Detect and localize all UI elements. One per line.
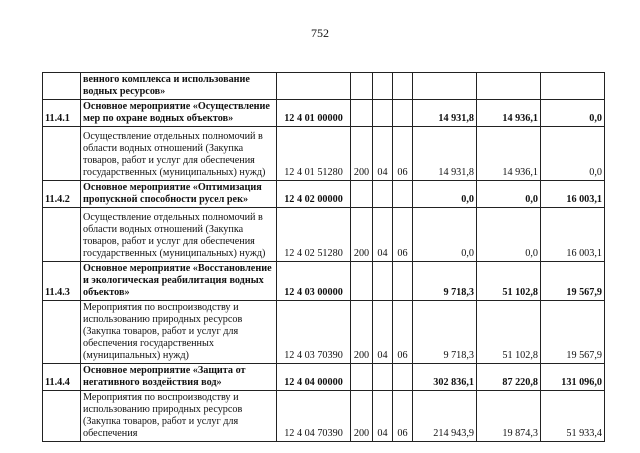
grbs-cell <box>351 262 373 301</box>
value-year2-cell <box>477 73 541 100</box>
value-year1-cell: 9 718,3 <box>413 301 477 364</box>
grbs-cell <box>351 364 373 391</box>
row-number-cell <box>43 127 81 181</box>
subsection-cell <box>393 262 413 301</box>
row-number-cell: 11.4.4 <box>43 364 81 391</box>
row-number-cell <box>43 301 81 364</box>
value-year1-cell: 14 931,8 <box>413 100 477 127</box>
row-name-cell: Осуществление отдельных полномочий в области водных отношений (Закупка товаров, работ и услуг для обеспечения государственных (муниципальных) нужд) <box>81 208 277 262</box>
code-cell: 12 4 04 70390 <box>277 391 351 442</box>
section-cell <box>373 73 393 100</box>
subsection-cell <box>393 181 413 208</box>
value-year1-cell <box>413 73 477 100</box>
budget-table <box>42 72 605 442</box>
value-year1-cell: 14 931,8 <box>413 127 477 181</box>
grbs-cell: 200 <box>351 127 373 181</box>
section-cell: 04 <box>373 208 393 262</box>
value-year3-cell: 131 096,0 <box>541 364 605 391</box>
value-year2-cell: 0,0 <box>477 181 541 208</box>
subsection-cell: 06 <box>393 301 413 364</box>
section-cell: 04 <box>373 301 393 364</box>
value-year3-cell: 16 003,1 <box>541 208 605 262</box>
page-number: 752 <box>311 26 329 40</box>
main-activity-row <box>43 181 605 208</box>
subsection-cell <box>393 100 413 127</box>
grbs-cell <box>351 73 373 100</box>
row-name-cell: Мероприятия по воспроизводству и использованию природных ресурсов (Закупка товаров, работ и услуг для обеспечения государственных (муниципальных) нужд) <box>81 301 277 364</box>
row-name-cell: Основное мероприятие «Восстановление и экологическая реабилитация водных объектов» <box>81 262 277 301</box>
section-cell <box>373 262 393 301</box>
value-year3-cell: 0,0 <box>541 127 605 181</box>
value-year2-cell: 0,0 <box>477 208 541 262</box>
code-cell: 12 4 03 70390 <box>277 301 351 364</box>
grbs-cell: 200 <box>351 391 373 442</box>
value-year2-cell: 87 220,8 <box>477 364 541 391</box>
value-year3-cell: 16 003,1 <box>541 181 605 208</box>
row-name-cell: Мероприятия по воспроизводству и использованию природных ресурсов (Закупка товаров, работ и услуг для обеспечения <box>81 391 277 442</box>
code-cell: 12 4 02 00000 <box>277 181 351 208</box>
section-cell <box>373 181 393 208</box>
subsection-cell <box>393 364 413 391</box>
value-year1-cell: 0,0 <box>413 208 477 262</box>
section-cell <box>373 364 393 391</box>
subsection-cell: 06 <box>393 391 413 442</box>
value-year3-cell: 0,0 <box>541 100 605 127</box>
code-cell: 12 4 02 51280 <box>277 208 351 262</box>
code-cell: 12 4 03 00000 <box>277 262 351 301</box>
row-number-cell: 11.4.1 <box>43 100 81 127</box>
main-activity-row <box>43 262 605 301</box>
value-year1-cell: 0,0 <box>413 181 477 208</box>
sub-activity-row <box>43 208 605 262</box>
subsection-cell <box>393 73 413 100</box>
value-year2-cell: 51 102,8 <box>477 262 541 301</box>
value-year2-cell: 14 936,1 <box>477 100 541 127</box>
row-number-cell <box>43 391 81 442</box>
row-name-cell: Основное мероприятие «Осуществление мер по охране водных объектов» <box>81 100 277 127</box>
main-activity-row <box>43 73 605 100</box>
value-year3-cell <box>541 73 605 100</box>
sub-activity-row <box>43 391 605 442</box>
row-number-cell <box>43 208 81 262</box>
row-name-cell: Основное мероприятие «Оптимизация пропускной способности русел рек» <box>81 181 277 208</box>
row-number-cell: 11.4.2 <box>43 181 81 208</box>
row-name-cell: венного комплекса и использование водных ресурсов» <box>81 73 277 100</box>
sub-activity-row <box>43 301 605 364</box>
main-activity-row <box>43 100 605 127</box>
main-activity-row <box>43 364 605 391</box>
section-cell: 04 <box>373 391 393 442</box>
value-year1-cell: 302 836,1 <box>413 364 477 391</box>
grbs-cell <box>351 181 373 208</box>
grbs-cell: 200 <box>351 208 373 262</box>
row-number-cell: 11.4.3 <box>43 262 81 301</box>
section-cell: 04 <box>373 127 393 181</box>
grbs-cell <box>351 100 373 127</box>
code-cell: 12 4 01 00000 <box>277 100 351 127</box>
code-cell: 12 4 04 00000 <box>277 364 351 391</box>
row-name-cell: Основное мероприятие «Защита от негативного воздействия вод» <box>81 364 277 391</box>
value-year2-cell: 14 936,1 <box>477 127 541 181</box>
row-number-cell <box>43 73 81 100</box>
value-year2-cell: 51 102,8 <box>477 301 541 364</box>
subsection-cell: 06 <box>393 208 413 262</box>
value-year1-cell: 9 718,3 <box>413 262 477 301</box>
section-cell <box>373 100 393 127</box>
value-year3-cell: 51 933,4 <box>541 391 605 442</box>
value-year3-cell: 19 567,9 <box>541 262 605 301</box>
subsection-cell: 06 <box>393 127 413 181</box>
code-cell <box>277 73 351 100</box>
value-year1-cell: 214 943,9 <box>413 391 477 442</box>
code-cell: 12 4 01 51280 <box>277 127 351 181</box>
sub-activity-row <box>43 127 605 181</box>
row-name-cell: Осуществление отдельных полномочий в области водных отношений (Закупка товаров, работ и услуг для обеспечения государственных (муниципальных) нужд) <box>81 127 277 181</box>
value-year3-cell: 19 567,9 <box>541 301 605 364</box>
grbs-cell: 200 <box>351 301 373 364</box>
value-year2-cell: 19 874,3 <box>477 391 541 442</box>
